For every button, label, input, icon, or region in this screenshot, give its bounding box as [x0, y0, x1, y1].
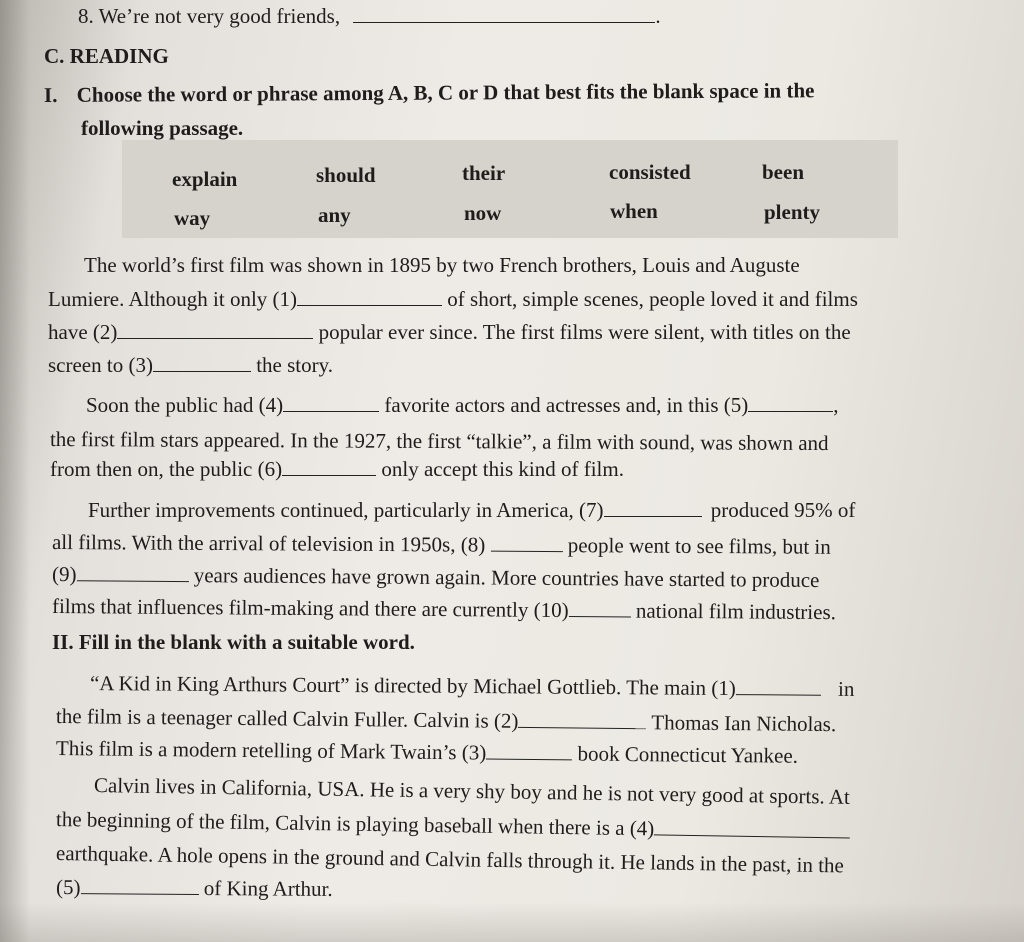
passage-text: , — [833, 393, 839, 417]
part-2-line — [90, 670, 855, 702]
part-2-line — [56, 806, 851, 844]
passage-text: Lumiere. Although it only (1) — [48, 287, 298, 311]
passage-text: of King Arthur. — [203, 876, 333, 901]
part-2-line — [56, 735, 798, 769]
passage-text: have (2) — [48, 320, 118, 344]
blank-10[interactable] — [569, 598, 631, 617]
passage-text: (5) — [55, 875, 81, 900]
passage-text: in — [837, 676, 855, 702]
blank-ii-5[interactable] — [80, 875, 198, 895]
passage-line — [52, 529, 831, 560]
passage-text: the story. — [256, 353, 333, 377]
passage-line: the first film stars appeared. In the 1927, the first “talkie”, a film with sound, was shown and — [49, 427, 829, 456]
blank-6[interactable] — [282, 457, 376, 476]
passage-line — [52, 593, 836, 625]
passage-line — [48, 319, 851, 345]
passage-text: produced 95% of — [710, 498, 856, 522]
part-2-line — [56, 703, 836, 737]
passage-line — [86, 392, 839, 418]
part-2-line — [56, 874, 333, 902]
passage-line: The world’s first film was shown in 1895 by two French brothers, Louis and Auguste — [84, 253, 800, 277]
word-box-item: explain — [172, 167, 238, 191]
passage-text: years audiences have grown again. More countries have started to produce — [193, 563, 820, 593]
blank-ii-4[interactable] — [654, 816, 850, 838]
passage-line — [48, 286, 858, 312]
passage-text: all films. With the arrival of television in 1950s, (8) — [51, 530, 486, 557]
passage-text: screen to (3) — [48, 353, 153, 377]
word-box-item: now — [464, 201, 502, 225]
passage-text: favorite actors and actresses and, in this (5) — [384, 393, 749, 417]
passage-text: Soon the public had (4) — [86, 393, 284, 417]
word-box-item: consisted — [609, 160, 691, 184]
part-2-heading: II. Fill in the blank with a suitable word. — [52, 630, 415, 654]
word-box-item: way — [174, 206, 211, 230]
word-box-item: any — [318, 203, 351, 227]
passage-text: (9) — [51, 562, 77, 587]
passage-text: “A Kid in King Arthurs Court” is directed by Michael Gottlieb. The main (1) — [89, 671, 736, 701]
passage-line — [52, 561, 820, 593]
blank-8[interactable] — [490, 533, 562, 552]
blank-7[interactable] — [604, 498, 702, 517]
blank-1[interactable] — [297, 287, 442, 306]
part-2-line: Calvin lives in California, USA. He is a very shy boy and he is not very good at sports. At — [93, 773, 851, 809]
passage-text: book Connecticut Yankee. — [577, 741, 799, 768]
passage-text: films that influences film-making and there are currently (10) — [51, 594, 569, 623]
passage-text: This film is a modern retelling of Mark Twain’s (3) — [55, 736, 487, 765]
part-1-number: I. — [43, 82, 58, 107]
passage-text: of short, simple scenes, people loved it and films — [447, 287, 858, 311]
part-1-instruction-line-1: Choose the word or phrase among A, B, C or D that best fits the blank space in the — [76, 78, 815, 107]
blank-3[interactable] — [153, 353, 251, 372]
passage-text: from then on, the public (6) — [50, 457, 283, 481]
passage-text: popular ever since. The first films were silent, with titles on the — [318, 320, 851, 344]
item-8 — [78, 3, 661, 29]
blank-5[interactable] — [748, 393, 833, 412]
blank-ii-3[interactable] — [486, 741, 572, 761]
part-2-line: earthquake. A hole opens in the ground and Calvin falls through it. He lands in the past, in the — [55, 841, 845, 878]
passage-text: the film is a teenager called Calvin Fuller. Calvin is (2) — [55, 704, 519, 733]
passage-text: people went to see films, but in — [567, 533, 831, 559]
word-box-item: been — [762, 160, 804, 184]
blank-ii-1[interactable] — [736, 676, 821, 696]
passage-text: only accept this kind of film. — [381, 457, 624, 481]
passage-line — [48, 352, 333, 378]
passage-text: national film industries. — [635, 598, 837, 625]
page-shadow-left — [0, 0, 30, 942]
word-box-item: their — [462, 161, 506, 185]
passage-text: Further improvements continued, particularly in America, (7) — [88, 498, 604, 522]
blank-item-8[interactable] — [353, 4, 655, 23]
item-8-end: . — [655, 4, 661, 28]
part-1-instruction — [44, 77, 815, 108]
passage-text: the beginning of the film, Calvin is playing baseball when there is a (4) — [55, 807, 655, 841]
passage-text: Thomas Ian Nicholas. — [651, 710, 837, 737]
blank-2[interactable] — [117, 320, 313, 339]
blank-ii-2[interactable] — [518, 709, 646, 729]
passage-line — [50, 456, 624, 482]
word-box-item: should — [316, 163, 376, 187]
section-heading: C. READING — [44, 44, 169, 68]
item-8-text: 8. We’re not very good friends, — [78, 4, 341, 28]
blank-9[interactable] — [76, 562, 188, 582]
blank-4[interactable] — [283, 393, 379, 412]
word-box-item: plenty — [764, 200, 821, 224]
part-1-instruction-line-2: following passage. — [81, 116, 244, 140]
word-box-item: when — [610, 199, 658, 223]
page-shadow-bottom — [0, 902, 1024, 942]
passage-line — [88, 497, 855, 523]
word-box — [122, 140, 898, 238]
